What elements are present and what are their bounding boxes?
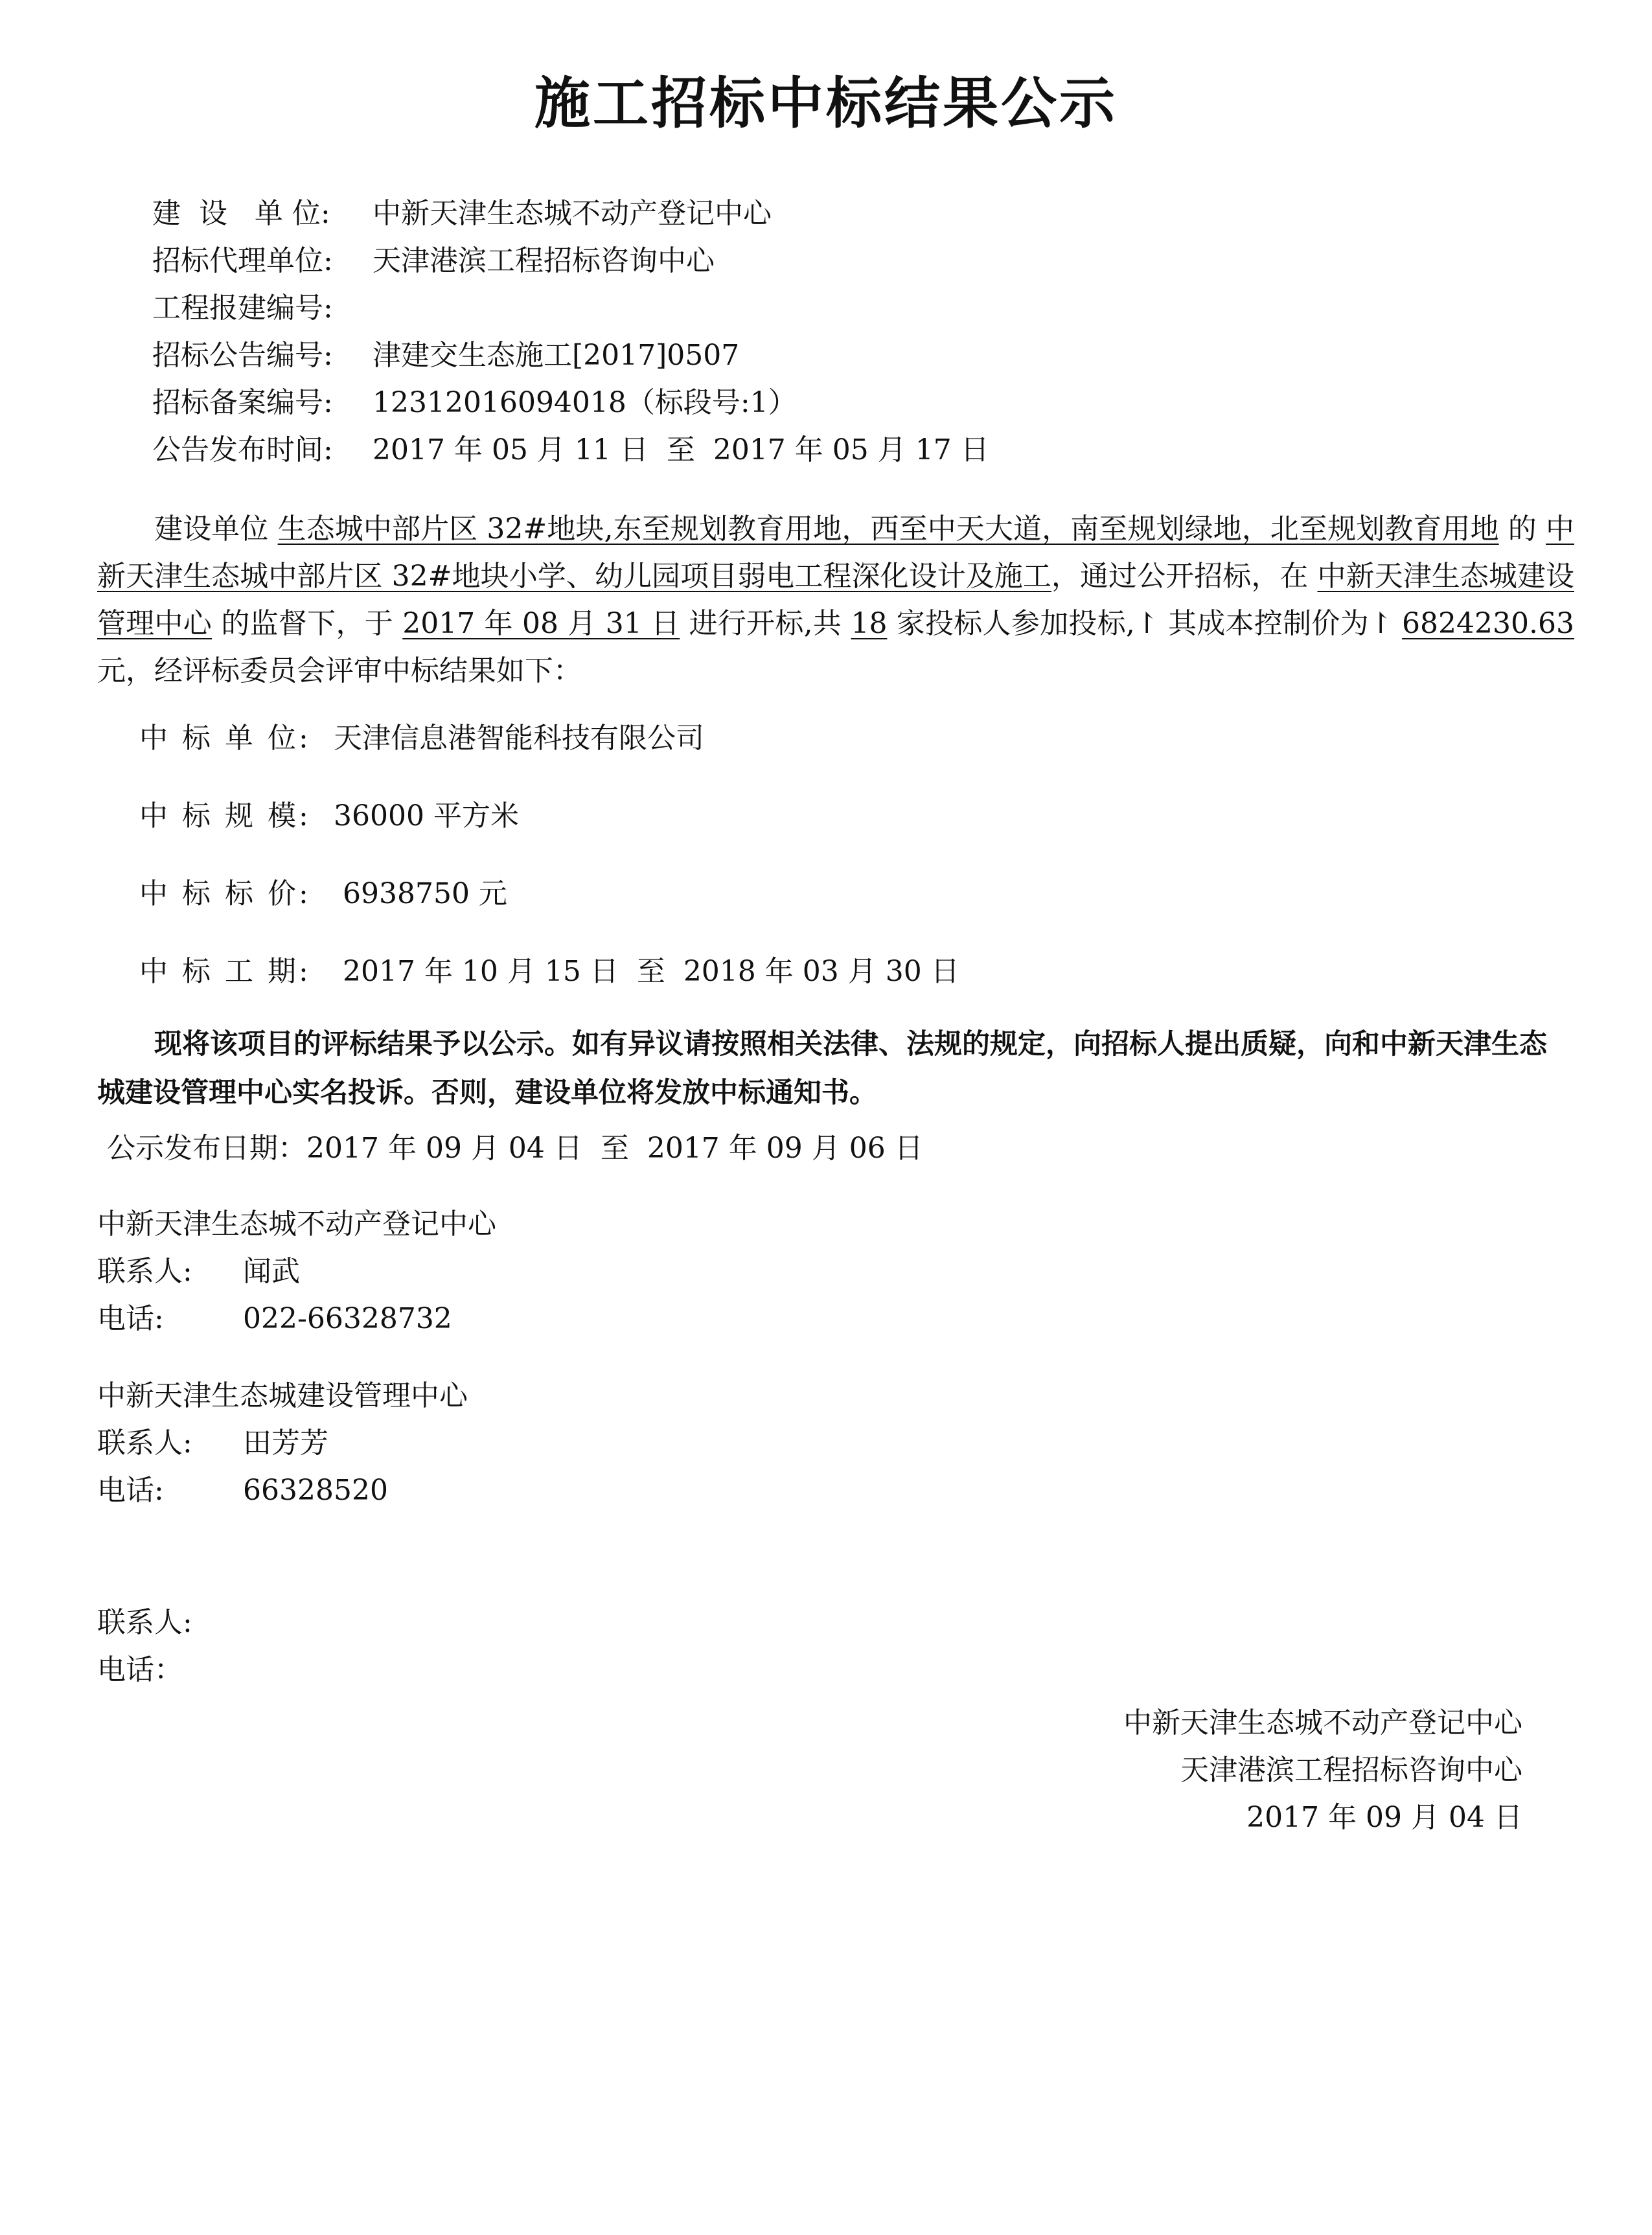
contact-person-label: 联系人:	[97, 1606, 192, 1639]
info-label: 工程报建编号:	[152, 292, 333, 325]
award-row-period	[139, 952, 959, 991]
page-title: 施工招标中标结果公示	[534, 71, 1118, 136]
project-location: 生态城中部片区 32#地块,东至规划教育用地，西至中天大道，南至规划绿地，北至规划教育用地	[277, 512, 1499, 545]
info-value: 中新天津生态城不动产登记中心	[373, 197, 772, 230]
contact-phone-row	[97, 1471, 388, 1510]
award-value: 2017 年 10 月 15 日 至 2018 年 03 月 30 日	[334, 955, 959, 988]
info-label: 招标公告编号:	[152, 339, 333, 372]
info-value: 天津港滨工程招标咨询中心	[373, 244, 715, 277]
award-label: 中 标 单 位:	[139, 722, 311, 755]
info-value: 津建交生态施工[2017]0507	[373, 339, 740, 372]
contact-person: 闻武	[243, 1255, 300, 1288]
info-label: 建 设 单 位:	[152, 197, 330, 230]
award-label: 中 标 工 期:	[139, 955, 311, 988]
contact-phone-row	[97, 1300, 452, 1338]
intro-text: 的	[1508, 512, 1537, 545]
notice-paragraph	[97, 1020, 1574, 1118]
intro-text: ，通过公开招标，在	[1051, 560, 1309, 593]
cost-control-price: 6824230.63	[1402, 607, 1574, 640]
contact-org: 中新天津生态城建设管理中心	[97, 1379, 468, 1412]
supervisor-name: 中新天津生态城建设管理中心	[97, 560, 1575, 640]
publish-period: 公示发布日期：2017 年 09 月 04 日 至 2017 年 09 月 06 日	[107, 1132, 923, 1165]
info-row-agency	[152, 242, 715, 281]
contact-phone: 66328520	[243, 1474, 388, 1507]
intro-text: 进行开标,共	[689, 607, 842, 640]
notice-text: 现将该项目的评标结果予以公示。如有异议请按照相关法律、法规的规定，向招标人提出质疑，向和中新天津生态城建设管理中心实名投诉。否则，建设单位将发放中标通知书。	[97, 1028, 1547, 1109]
award-value: 天津信息港智能科技有限公司	[334, 722, 704, 755]
award-label: 中 标 标 价:	[139, 877, 311, 910]
contact-person-label: 联系人:	[97, 1255, 192, 1288]
contact-phone-label: 电话：	[97, 1653, 183, 1686]
contact-phone: 022-66328732	[243, 1302, 452, 1335]
award-label: 中 标 规 模:	[139, 799, 311, 832]
contact-person-row	[97, 1252, 300, 1291]
info-row-project-number	[152, 289, 373, 328]
bidder-count: 18	[851, 607, 888, 640]
intro-text: 的监督下，于	[221, 607, 393, 640]
contact-person-row	[97, 1603, 243, 1642]
award-row-winner	[139, 719, 704, 758]
intro-text: 元，经评标委员会评审中标结果如下：	[97, 654, 582, 687]
info-label: 招标备案编号:	[152, 386, 333, 419]
contact-person: 田芳芳	[243, 1427, 328, 1460]
intro-text: 建设单位	[154, 512, 269, 545]
contact-person-row	[97, 1424, 328, 1463]
info-label: 招标代理单位:	[152, 244, 333, 277]
contact-phone-label: 电话:	[97, 1302, 164, 1335]
intro-paragraph	[97, 505, 1574, 694]
info-value: 2017 年 05 月 11 日 至 2017 年 05 月 17 日	[373, 433, 989, 466]
opening-date: 2017 年 08 月 31 日	[402, 607, 680, 640]
contact-org: 中新天津生态城不动产登记中心	[97, 1208, 496, 1241]
info-row-builder	[152, 194, 772, 233]
award-value: 6938750 元	[334, 877, 507, 910]
contact-phone-row	[97, 1651, 243, 1690]
signature-org-2: 天津港滨工程招标咨询中心	[1180, 1754, 1522, 1787]
info-row-publish-time	[152, 431, 989, 470]
info-row-filing-number	[152, 384, 797, 422]
contact-person-label: 联系人:	[97, 1427, 192, 1460]
intro-text: 家投标人参加投标,↾ 其成本控制价为↾	[896, 607, 1393, 640]
award-value: 36000 平方米	[334, 799, 519, 832]
info-value: 12312016094018（标段号:1）	[373, 386, 797, 419]
award-row-price	[139, 875, 507, 913]
info-label: 公告发布时间:	[152, 433, 333, 466]
signature-org-1: 中新天津生态城不动产登记中心	[1123, 1706, 1522, 1739]
signature-date: 2017 年 09 月 04 日	[1246, 1801, 1522, 1834]
award-row-scale	[139, 797, 519, 836]
info-row-announcement-number	[152, 336, 739, 375]
project-name: 中新天津生态城中部片区 32#地块小学、幼儿园项目弱电工程深化设计及施工	[97, 512, 1574, 593]
contact-phone-label: 电话:	[97, 1474, 164, 1507]
